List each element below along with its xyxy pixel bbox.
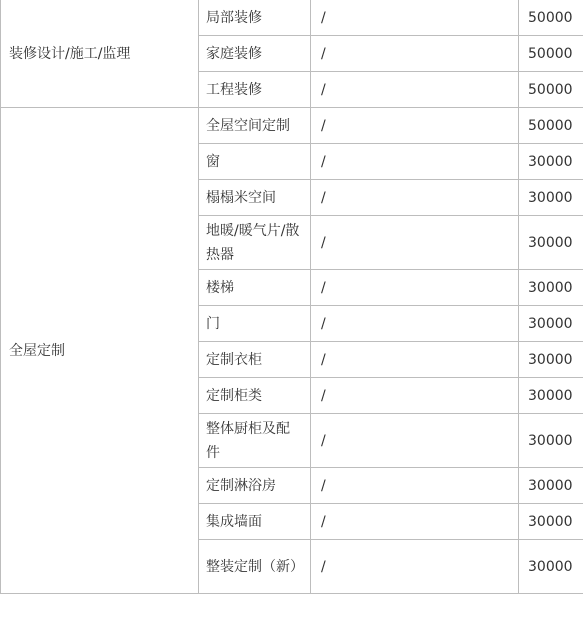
amount-cell: 30000	[519, 414, 583, 468]
item-cell: 集成墙面	[199, 504, 311, 540]
detail-cell: /	[311, 0, 519, 36]
detail-cell: /	[311, 342, 519, 378]
detail-cell: /	[311, 504, 519, 540]
item-cell: 窗	[199, 144, 311, 180]
amount-cell: 30000	[519, 144, 583, 180]
detail-cell: /	[311, 468, 519, 504]
amount-cell: 30000	[519, 306, 583, 342]
detail-cell: /	[311, 378, 519, 414]
detail-cell: /	[311, 414, 519, 468]
amount-cell: 30000	[519, 180, 583, 216]
detail-cell: /	[311, 540, 519, 594]
item-cell: 定制衣柜	[199, 342, 311, 378]
amount-cell: 30000	[519, 342, 583, 378]
amount-cell: 50000	[519, 0, 583, 36]
amount-cell: 50000	[519, 108, 583, 144]
item-cell: 整体厨柜及配件	[199, 414, 311, 468]
item-cell: 门	[199, 306, 311, 342]
amount-cell: 30000	[519, 504, 583, 540]
amount-cell: 30000	[519, 540, 583, 594]
detail-cell: /	[311, 108, 519, 144]
item-cell: 全屋空间定制	[199, 108, 311, 144]
category-cell: 全屋定制	[1, 108, 199, 594]
amount-cell: 30000	[519, 378, 583, 414]
detail-cell: /	[311, 36, 519, 72]
item-cell: 工程装修	[199, 72, 311, 108]
table-row	[1, 108, 583, 144]
detail-cell: /	[311, 144, 519, 180]
detail-cell: /	[311, 180, 519, 216]
item-cell: 家庭装修	[199, 36, 311, 72]
detail-cell: /	[311, 306, 519, 342]
detail-cell: /	[311, 216, 519, 270]
amount-cell: 50000	[519, 36, 583, 72]
amount-cell: 30000	[519, 468, 583, 504]
amount-cell: 50000	[519, 72, 583, 108]
detail-cell: /	[311, 72, 519, 108]
amount-cell: 30000	[519, 270, 583, 306]
item-cell: 定制柜类	[199, 378, 311, 414]
item-cell: 地暖/暖气片/散热器	[199, 216, 311, 270]
amount-cell: 30000	[519, 216, 583, 270]
item-cell: 楼梯	[199, 270, 311, 306]
item-cell: 局部装修	[199, 0, 311, 36]
item-cell: 整装定制（新）	[199, 540, 311, 594]
item-cell: 榻榻米空间	[199, 180, 311, 216]
item-cell: 定制淋浴房	[199, 468, 311, 504]
table-row	[1, 0, 583, 36]
detail-cell: /	[311, 270, 519, 306]
category-cell: 装修设计/施工/监理	[1, 0, 199, 108]
